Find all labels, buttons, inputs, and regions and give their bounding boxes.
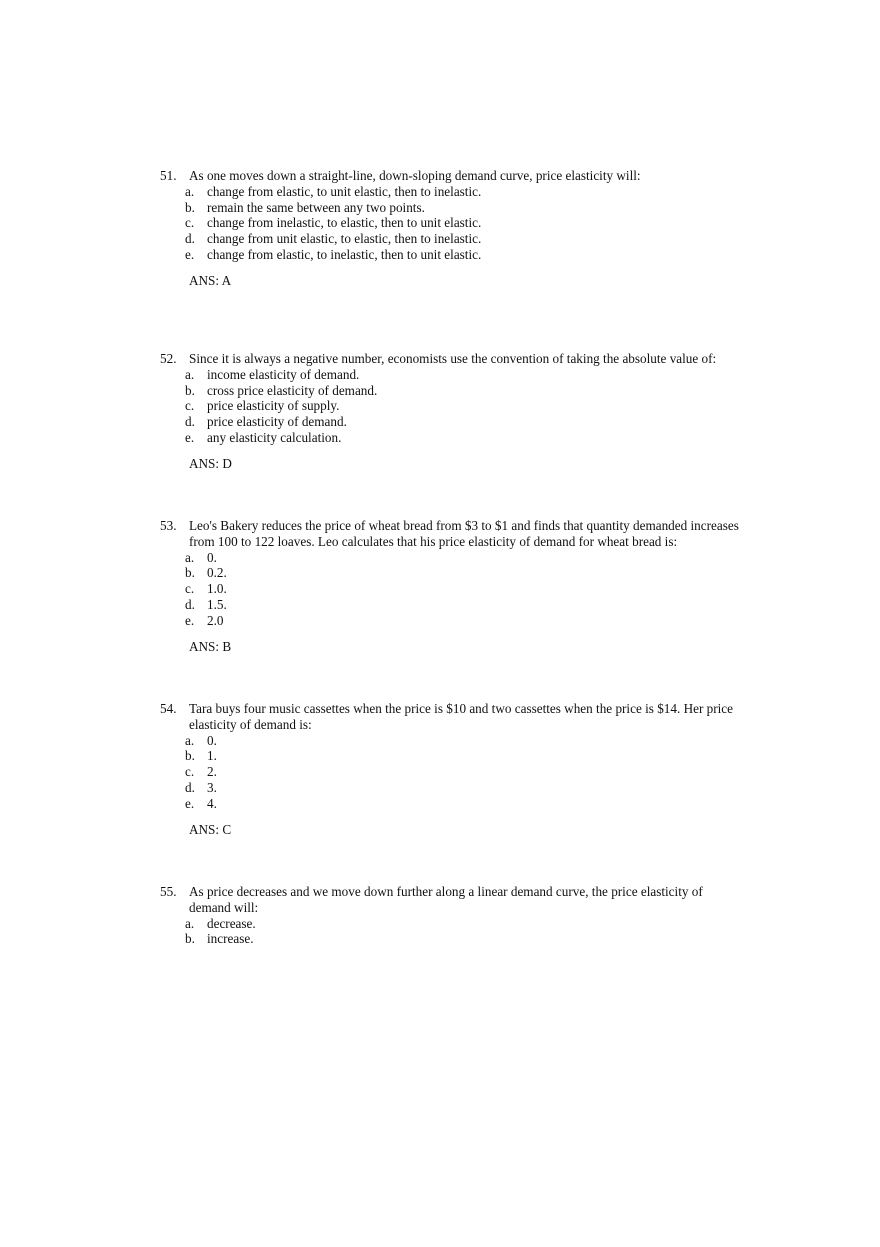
- question-stem: [160, 351, 760, 367]
- option-letter: c.: [185, 215, 195, 231]
- option-text: 1.5.: [207, 596, 227, 612]
- question-text: Since it is always a negative number, economists use the convention of taking the absolute value of:: [189, 351, 717, 366]
- option-letter: a.: [185, 549, 195, 565]
- option-letter: c.: [185, 398, 195, 414]
- option-a: [160, 550, 760, 566]
- option-a: [160, 184, 760, 200]
- question-54: [160, 701, 760, 837]
- question-text: Leo's Bakery reduces the price of wheat bread from $3 to $1 and finds that quantity demanded increases from 100 to 122 loaves. Leo calculates that his price elasticity of demand for wheat bread is:: [189, 518, 739, 549]
- option-letter: b.: [185, 565, 195, 581]
- option-d: [160, 414, 760, 430]
- question-text: As one moves down a straight-line, down-sloping demand curve, price elasticity will:: [189, 168, 641, 183]
- option-letter: d.: [185, 231, 195, 247]
- option-text: change from elastic, to unit elastic, then to inelastic.: [207, 183, 482, 199]
- question-stem: [160, 884, 760, 916]
- option-b: [160, 383, 760, 399]
- option-d: [160, 231, 760, 247]
- option-list: [160, 367, 760, 446]
- question-stem: [160, 168, 760, 184]
- option-text: 3.: [207, 779, 217, 795]
- option-letter: d.: [185, 596, 195, 612]
- option-letter: d.: [185, 779, 195, 795]
- question-number: 55.: [160, 884, 177, 899]
- option-list: [160, 916, 760, 948]
- option-text: change from elastic, to inelastic, then to unit elastic.: [207, 246, 482, 262]
- option-text: change from unit elastic, to elastic, then to inelastic.: [207, 231, 482, 247]
- option-a: [160, 367, 760, 383]
- question-text: Tara buys four music cassettes when the price is $10 and two cassettes when the price is $14. Her price elasticity of demand is:: [189, 701, 733, 732]
- option-e: [160, 430, 760, 446]
- question-number: 51.: [160, 168, 177, 183]
- option-letter: c.: [185, 581, 195, 597]
- option-c: [160, 764, 760, 780]
- option-b: [160, 200, 760, 216]
- option-text: 0.2.: [207, 565, 227, 581]
- option-text: 1.0.: [207, 581, 227, 597]
- option-letter: e.: [185, 429, 195, 445]
- option-text: remain the same between any two points.: [207, 199, 425, 215]
- question-number: 54.: [160, 701, 177, 716]
- option-d: [160, 597, 760, 613]
- answer-key: ANS: A: [189, 272, 232, 288]
- option-list: [160, 184, 760, 263]
- option-d: [160, 780, 760, 796]
- question-number: 53.: [160, 518, 177, 533]
- option-letter: d.: [185, 414, 195, 430]
- option-e: [160, 247, 760, 263]
- option-letter: a.: [185, 183, 195, 199]
- option-text: price elasticity of supply.: [207, 398, 340, 414]
- option-c: [160, 398, 760, 414]
- question-stem: [160, 701, 760, 733]
- option-letter: e.: [185, 795, 195, 811]
- question-51: [160, 168, 760, 289]
- option-text: change from inelastic, to elastic, then to unit elastic.: [207, 215, 482, 231]
- option-list: [160, 733, 760, 812]
- option-b: [160, 931, 760, 947]
- option-text: 2.: [207, 764, 217, 780]
- option-text: 0.: [207, 732, 217, 748]
- option-text: increase.: [207, 931, 254, 947]
- option-e: [160, 796, 760, 812]
- option-list: [160, 550, 760, 629]
- option-b: [160, 748, 760, 764]
- option-c: [160, 581, 760, 597]
- option-a: [160, 916, 760, 932]
- answer-key: ANS: B: [189, 638, 232, 654]
- option-letter: b.: [185, 931, 195, 947]
- question-53: [160, 518, 760, 654]
- question-55: [160, 884, 760, 947]
- answer-key: ANS: C: [189, 821, 232, 837]
- option-text: decrease.: [207, 915, 256, 931]
- option-b: [160, 565, 760, 581]
- question-stem: [160, 518, 760, 550]
- option-text: price elasticity of demand.: [207, 414, 347, 430]
- option-text: 0.: [207, 549, 217, 565]
- option-letter: e.: [185, 246, 195, 262]
- option-text: income elasticity of demand.: [207, 366, 360, 382]
- option-letter: b.: [185, 748, 195, 764]
- answer-key: ANS: D: [189, 455, 232, 471]
- option-text: 2.0: [207, 612, 224, 628]
- option-letter: c.: [185, 764, 195, 780]
- question-text: As price decreases and we move down further along a linear demand curve, the price elasticity of demand will:: [189, 884, 703, 915]
- option-e: [160, 613, 760, 629]
- option-text: cross price elasticity of demand.: [207, 382, 378, 398]
- option-text: 1.: [207, 748, 217, 764]
- option-letter: e.: [185, 612, 195, 628]
- option-letter: a.: [185, 732, 195, 748]
- option-text: 4.: [207, 795, 217, 811]
- option-letter: a.: [185, 366, 195, 382]
- option-a: [160, 733, 760, 749]
- question-52: [160, 351, 760, 472]
- option-text: any elasticity calculation.: [207, 429, 342, 445]
- option-letter: b.: [185, 199, 195, 215]
- option-letter: a.: [185, 915, 195, 931]
- option-letter: b.: [185, 382, 195, 398]
- option-c: [160, 215, 760, 231]
- question-number: 52.: [160, 351, 177, 366]
